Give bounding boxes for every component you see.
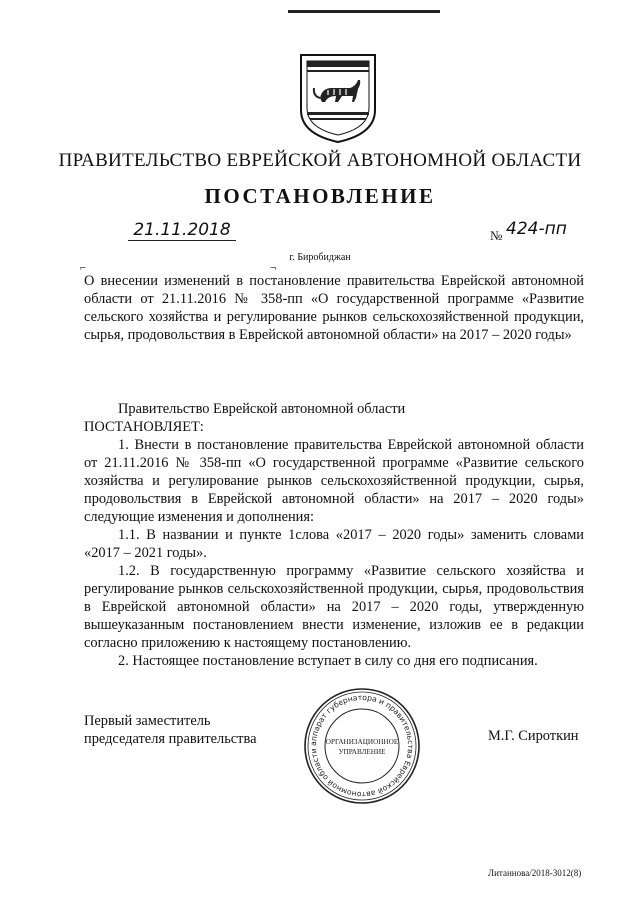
position-line-1: Первый заместитель: [84, 713, 211, 729]
intro-line: Правительство Еврейской автономной области: [118, 401, 406, 417]
bracket-right-mark: ¬: [270, 262, 277, 274]
number-label: №: [490, 228, 503, 243]
signatory-position: [84, 712, 256, 748]
city: г. Биробиджан: [289, 252, 351, 263]
document-type: ПОСТАНОВЛЕНИЕ: [204, 184, 436, 208]
resolves-line: ПОСТАНОВЛЯЕТ:: [84, 419, 204, 435]
top-scan-bar: [288, 0, 440, 13]
stamp-center-line-2: УПРАВЛЕНИЕ: [338, 748, 386, 756]
resolution-title: О внесении изменений в постановление правительства Еврейской автономной области от 21.11.2016 № 358-пп «О государственной программе «Развитие сельского хозяйства и регулирование рынков сельскохозяйственной продукции, сырья, продовольствия в Еврейской автономной области» на 2017 – 2020 годы»: [84, 273, 584, 343]
document-number: 424-пп: [506, 219, 567, 239]
bracket-left-mark: ⌐: [80, 262, 87, 274]
paragraph-1-2: 1.2. В государственную программу «Развитие сельского хозяйства и регулирование рынков сельскохозяйственной продукции, сырья, продовольствия в Еврейской автономной области» на 2017 – 2020 годы, утвержденную вышеуказанным постановлением внести изменение, изложив ее в редакции согласно приложению к настоящему постановлению.: [84, 563, 584, 651]
stamp-ring-text: аппарат губернатора и правительства Еврейской автономной области: [308, 692, 416, 800]
position-line-2: председателя правительства: [84, 731, 257, 747]
stamp-center-line-1: ОРГАНИЗАЦИОННОЕ: [325, 738, 399, 746]
resolution-body: [84, 400, 584, 670]
official-stamp-seal: [302, 686, 422, 806]
paragraph-2: 2. Настоящее постановление вступает в силу со дня его подписания.: [118, 653, 538, 669]
document-date: 21.11.2018: [128, 220, 236, 241]
government-name: ПРАВИТЕЛЬСТВО ЕВРЕЙСКОЙ АВТОНОМНОЙ ОБЛАСТИ: [58, 150, 582, 171]
paragraph-1: 1. Внести в постановление правительства Еврейской автономной области от 21.11.2016 № 358-пп «О государственной программе «Развитие сельского хозяйства и регулирование рынков сельскохозяйственной продукции, сырья, продовольствия в Еврейской автономной области» на 2017 – 2020 годы» следующие изменения и дополнения:: [84, 437, 584, 525]
signatory-name: М.Г. Сироткин: [488, 728, 579, 744]
coat-of-arms-emblem: [298, 52, 378, 144]
paragraph-1-1: 1.1. В названии и пункте 1слова «2017 – 2020 годы» заменить словами «2017 – 2021 годы».: [84, 527, 584, 561]
footer-code: Литаннова/2018-3012(8): [488, 868, 582, 878]
